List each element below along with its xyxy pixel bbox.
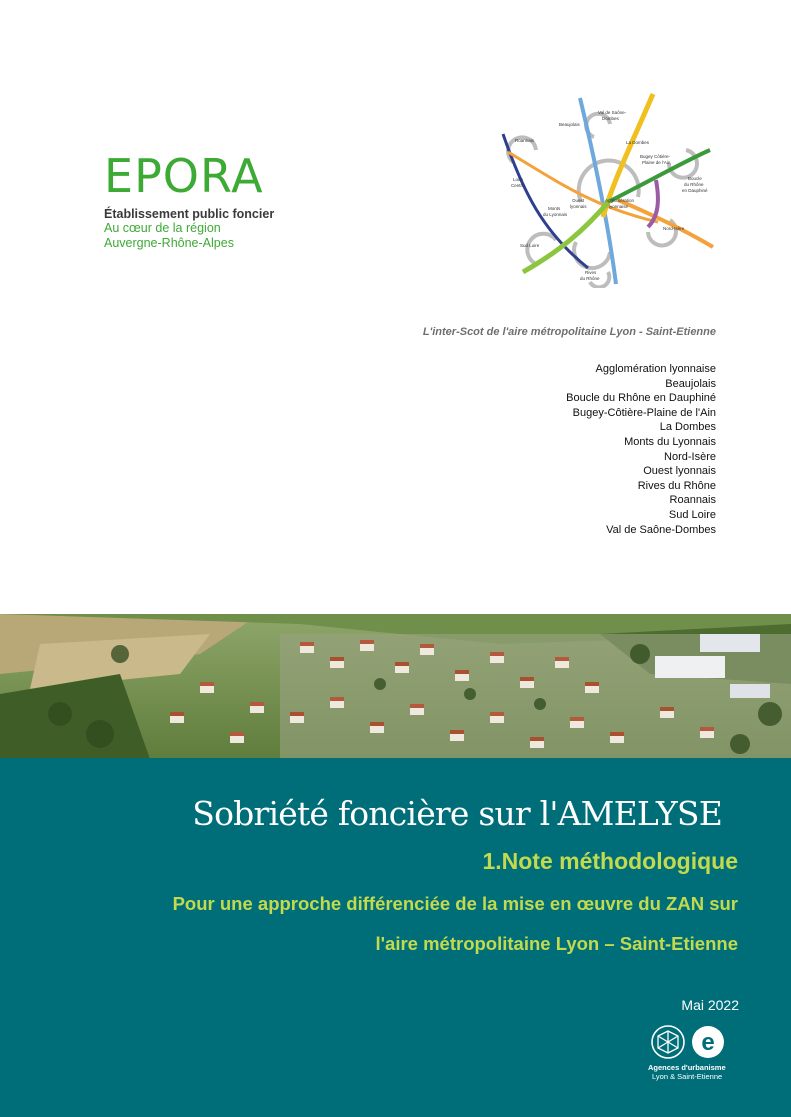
document-tagline-line1: Pour une approche différenciée de la mise en œuvre du ZAN sur (172, 893, 738, 914)
list-item: Rives du Rhône (637, 479, 716, 492)
diagram-label: Boucle (688, 176, 702, 181)
publication-date: Mai 2022 (681, 997, 739, 1013)
epora-logo-block (104, 149, 275, 251)
e-letter-icon (692, 1026, 724, 1058)
diagram-label: Bugey Côtière- (640, 154, 671, 159)
diagram-label: Roannais (515, 138, 535, 143)
epora-logo: EPORA (104, 149, 264, 203)
epora-region-line2: Auvergne-Rhône-Alpes (104, 236, 234, 250)
svg-text:e: e (701, 1029, 715, 1056)
document-title: Sobriété foncière sur l'AMELYSE (192, 794, 722, 833)
list-item: Boucle du Rhône en Dauphiné (566, 392, 716, 405)
list-item: Bugey-Côtière-Plaine de l'Ain (572, 406, 716, 419)
aerial-photo (0, 614, 791, 759)
apartment-block (700, 634, 760, 652)
diagram-label: lyonnais (570, 204, 587, 209)
inter-scot-diagram (498, 92, 720, 288)
diagram-label: Loire (513, 177, 524, 182)
list-item: Ouest lyonnais (643, 465, 716, 478)
epora-subtitle: Établissement public foncier (104, 207, 275, 221)
diagram-label: Centre (511, 183, 525, 188)
list-item: Agglomération lyonnaise (595, 363, 716, 375)
list-item: Val de Saône-Dombes (606, 523, 716, 536)
list-item: Nord-Isère (664, 450, 716, 463)
list-item: Roannais (669, 494, 716, 507)
document-subtitle: 1.Note méthodologique (482, 848, 738, 874)
document-tagline-line2: l'aire métropolitaine Lyon – Saint-Etienne (375, 933, 738, 954)
diagram-label: La Dombes (626, 140, 650, 145)
epora-region-line1: Au cœur de la région (104, 221, 221, 235)
agences-location: Lyon & Saint-Etienne (652, 1072, 723, 1081)
diagram-label: Nord-Isère (663, 226, 685, 231)
list-item: Sud Loire (668, 508, 716, 521)
diagram-label: Agglomération (605, 198, 635, 203)
diagram-label: Val de Saône- (598, 110, 627, 115)
apartment-block (655, 656, 725, 678)
diagram-label: lyonnaise (609, 204, 629, 209)
diagram-circle (574, 242, 610, 268)
apartment-block (730, 684, 770, 698)
inter-scot-title: L'inter-Scot de l'aire métropolitaine Lyon - Saint-Etienne (422, 326, 716, 338)
list-item: La Dombes (659, 421, 716, 434)
cube-icon (652, 1026, 684, 1058)
diagram-stroke-orange2 (618, 200, 713, 247)
diagram-label: du Rhône (580, 276, 600, 281)
list-item: Beaujolais (665, 377, 716, 390)
agences-name: Agences d'urbanisme (648, 1063, 726, 1072)
diagram-label: Plaine de l'Ain (642, 160, 671, 165)
list-item: Monts du Lyonnais (624, 435, 716, 448)
diagram-label: Sud Loire (520, 243, 540, 248)
diagram-label: Rives (585, 270, 597, 275)
diagram-label: Beaujolais (559, 122, 580, 127)
scot-list (566, 362, 716, 537)
diagram-label: Monts (548, 206, 561, 211)
diagram-label: Dombes (602, 116, 619, 121)
diagram-label: Ouest (572, 198, 585, 203)
diagram-label: du Lyonnais (543, 212, 568, 217)
diagram-label: du Rhône (684, 182, 704, 187)
diagram-label: en Dauphiné (682, 188, 708, 193)
